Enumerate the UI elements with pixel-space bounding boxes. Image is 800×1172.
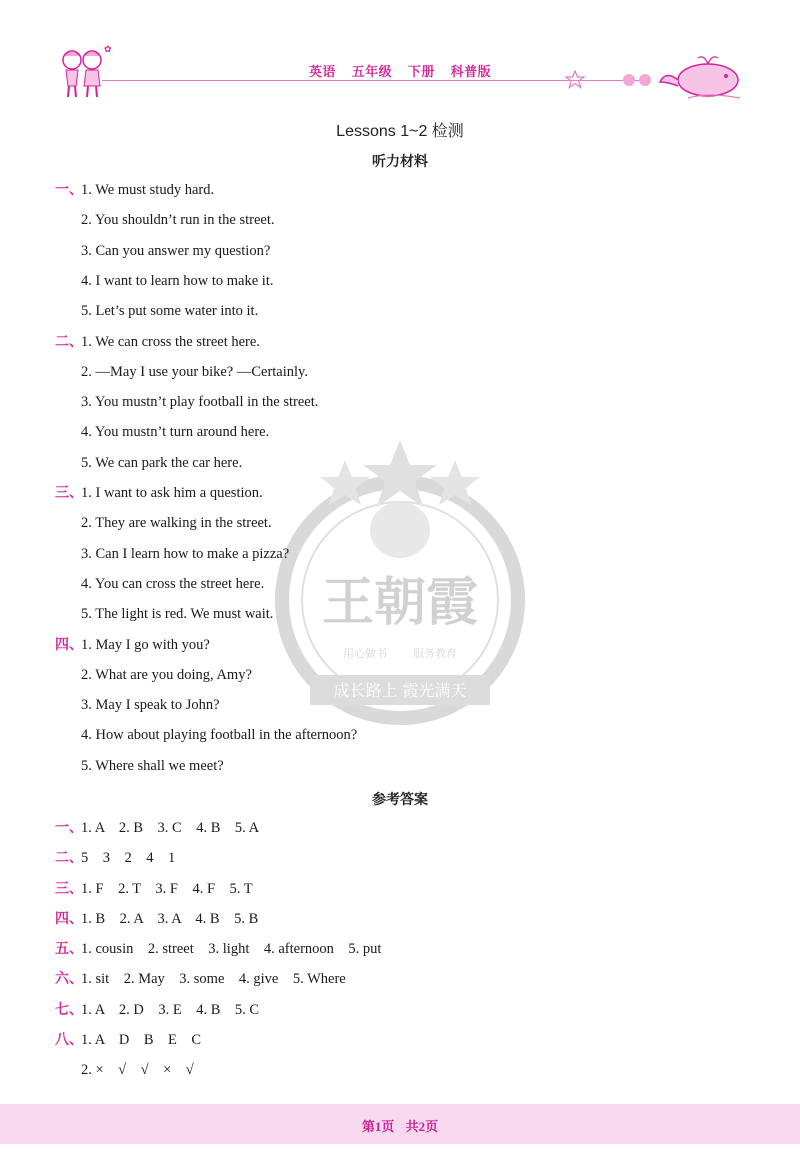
listening-sentence: 5. We can park the car here. <box>81 455 243 471</box>
svg-text:✿: ✿ <box>104 44 112 54</box>
page-number <box>0 1116 800 1135</box>
listening-sentence: 2. What are you doing, Amy? <box>81 667 252 683</box>
answer-section-number: 七、 <box>55 1002 83 1018</box>
header-subject: 英语 <box>308 64 336 79</box>
answer-text: 1. A 2. B 3. C 4. B 5. A <box>81 820 260 836</box>
listening-sentence: 5. Let’s put some water into it. <box>81 303 259 319</box>
listening-sentence: 2. They are walking in the street. <box>81 515 272 531</box>
answer-text: 1. B 2. A 3. A 4. B 5. B <box>81 911 259 927</box>
section-number: 三、 <box>55 485 83 501</box>
listening-sentence: 3. You mustn’t play football in the street. <box>81 394 319 410</box>
listening-sentence: 1. We must study hard. <box>81 182 215 198</box>
watermark-brand: 王朝霞 <box>321 572 479 633</box>
listening-sentence: 4. How about playing football in the afternoon? <box>81 727 358 743</box>
answer-section-number: 五、 <box>55 941 83 957</box>
listening-heading: 听力材料 <box>372 154 428 170</box>
answer-text: 1. F 2. T 3. F 4. F 5. T <box>81 881 253 897</box>
header-grade: 五年级 <box>351 64 393 79</box>
answer-section-number: 八、 <box>55 1032 83 1048</box>
listening-sentence: 5. The light is red. We must wait. <box>81 606 274 622</box>
watermark-slogan-right: 服务教育 <box>413 647 457 660</box>
answer-text: 1. cousin 2. street 3. light 4. afternoon 5. put <box>81 941 382 957</box>
listening-sentence: 4. You mustn’t turn around here. <box>81 424 270 440</box>
listening-sentence: 2. —May I use your bike? —Certainly. <box>81 364 308 380</box>
answer-text: 1. sit 2. May 3. some 4. give 5. Where <box>81 971 346 987</box>
page-footer <box>0 1104 800 1144</box>
star-dots-icon <box>565 70 655 90</box>
header-volume: 下册 <box>407 64 435 79</box>
answer-section-number: 一、 <box>55 820 83 836</box>
listening-sentence: 1. I want to ask him a question. <box>81 485 263 501</box>
answer-text: 5 3 2 4 1 <box>81 850 176 866</box>
answer-section-number: 六、 <box>55 971 83 987</box>
listening-sentence: 5. Where shall we meet? <box>81 758 224 774</box>
listening-sentence: 1. May I go with you? <box>81 637 210 653</box>
watermark-slogan-left: 用心做书 <box>343 647 387 660</box>
page-total: 共2页 <box>405 1119 439 1134</box>
answer-text: 1. A D B E C <box>81 1032 202 1048</box>
watermark-ribbon: 成长路上 霞光满天 <box>333 681 467 700</box>
section-number: 一、 <box>55 182 83 198</box>
answer-section-number: 四、 <box>55 911 83 927</box>
listening-sentence: 4. I want to learn how to make it. <box>81 273 274 289</box>
answer-text: 1. A 2. D 3. E 4. B 5. C <box>81 1002 260 1018</box>
listening-sentence: 3. Can you answer my question? <box>81 243 271 259</box>
answers-heading: 参考答案 <box>372 792 428 808</box>
page-title: Lessons 1~2 检测 <box>336 123 464 140</box>
section-number: 四、 <box>55 637 83 653</box>
header-edition: 科普版 <box>450 64 492 79</box>
page-current: 第1页 <box>361 1119 395 1134</box>
section-number: 二、 <box>55 334 83 350</box>
answer-section-number: 二、 <box>55 850 83 866</box>
answer-section-number: 三、 <box>55 881 83 897</box>
whale-icon <box>648 52 748 102</box>
listening-sentence: 3. May I speak to John? <box>81 697 220 713</box>
listening-sentence: 1. We can cross the street here. <box>81 334 260 350</box>
watermark-logo <box>270 435 530 735</box>
page-header <box>0 0 800 110</box>
listening-sentence: 3. Can I learn how to make a pizza? <box>81 546 290 562</box>
answer-text: 2. × √ √ × √ <box>81 1062 194 1078</box>
listening-sentence: 2. You shouldn’t run in the street. <box>81 212 275 228</box>
listening-sentence: 4. You can cross the street here. <box>81 576 265 592</box>
